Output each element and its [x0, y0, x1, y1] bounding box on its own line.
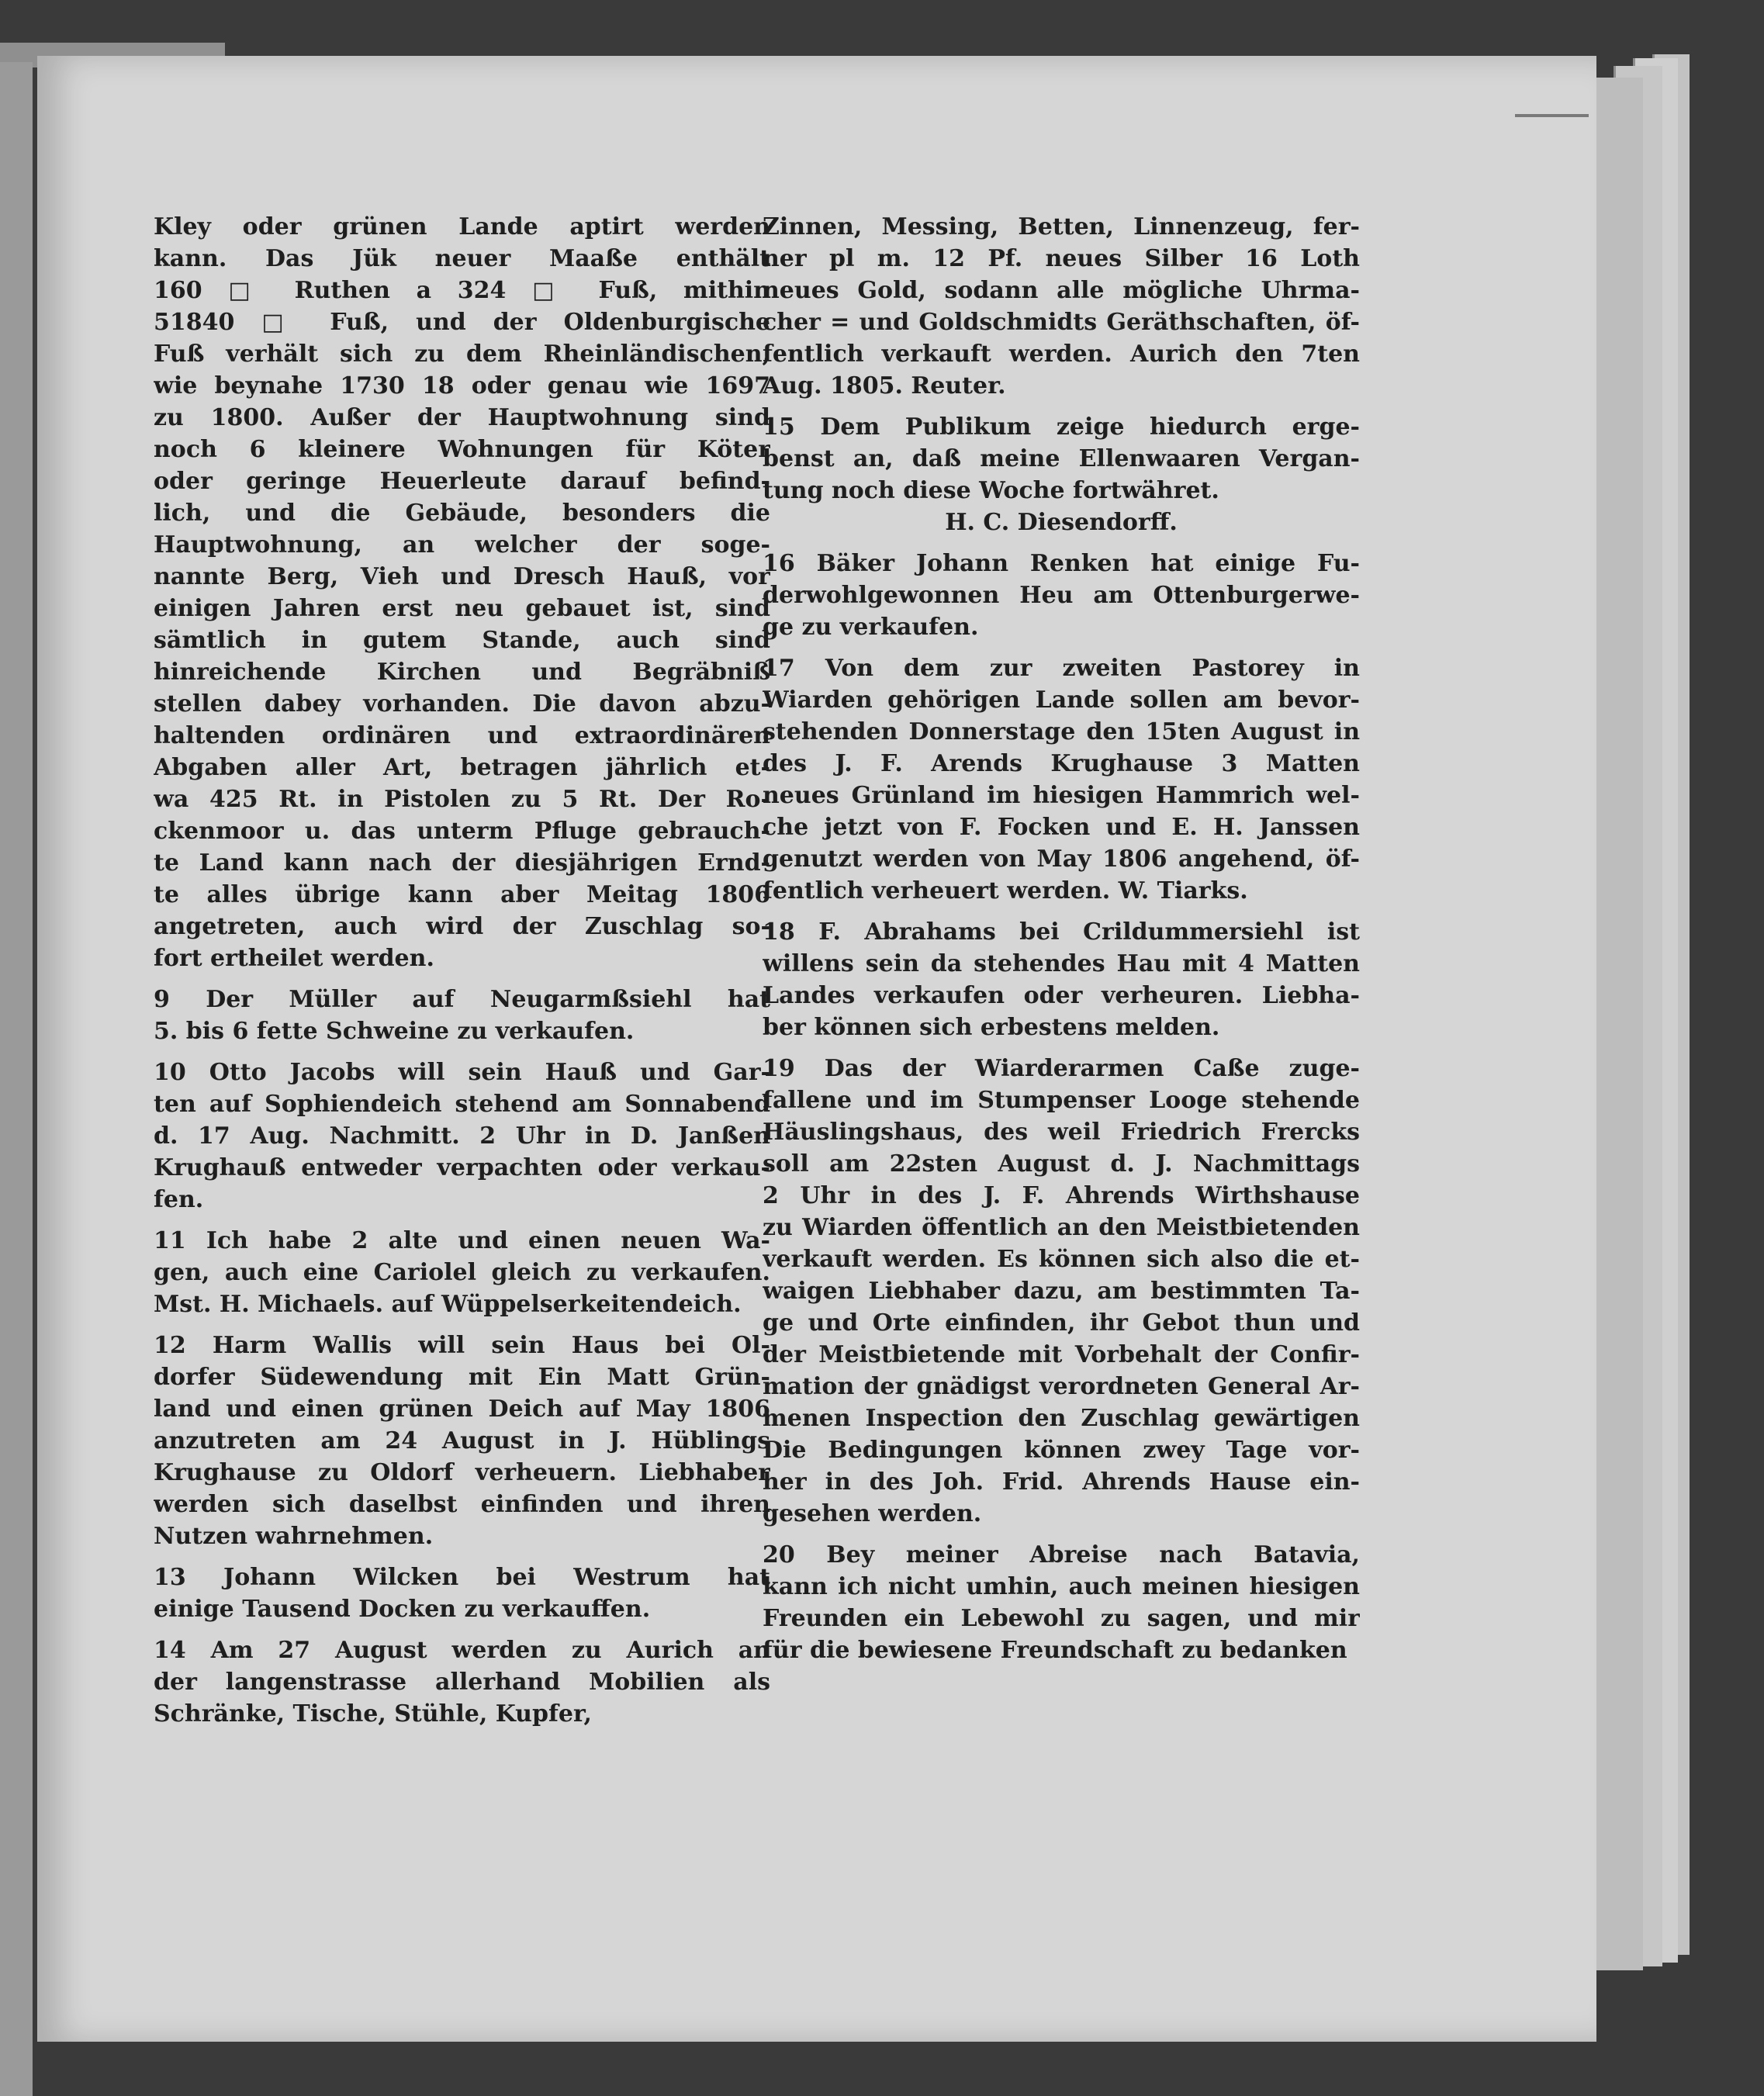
text-line: Zinnen, Messing, Betten, Linnenzeug, fer- — [763, 213, 1360, 240]
text-line: fallene und im Stumpenser Looge stehende — [763, 1087, 1360, 1114]
text-line: ner pl m. 12 Pf. neues Silber 16 Loth — [763, 245, 1360, 272]
text-line: ckenmoor u. das unterm Pfluge gebrauch- — [154, 818, 770, 845]
text-line: 160 □ Ruthen a 324 □ Fuß, mithin — [154, 277, 770, 304]
text-line: des J. F. Arends Krughause 3 Matten — [763, 750, 1360, 777]
text-line: haltenden ordinären und extraordinären — [154, 722, 770, 749]
text-line: Nutzen wahrnehmen. — [154, 1523, 434, 1550]
text-line: Fuß verhält sich zu dem Rheinländischen, — [154, 341, 770, 368]
text-line: oder geringe Heuerleute darauf befind- — [154, 468, 770, 495]
notice-paragraph — [154, 211, 770, 974]
text-line: benst an, daß meine Ellenwaaren Vergan- — [763, 445, 1360, 472]
text-line: hinreichende Kirchen und Begräbniß — [154, 659, 770, 686]
text-line: 20 Bey meiner Abreise nach Batavia, — [763, 1541, 1360, 1569]
signature: H. C. Diesendorff. — [945, 509, 1178, 536]
text-line: gen, auch eine Cariolel gleich zu verkaufen. — [154, 1259, 770, 1286]
notice-paragraph — [763, 548, 1360, 643]
text-line: dorfer Südewendung mit Ein Matt Grün- — [154, 1364, 770, 1391]
text-line: nannte Berg, Vieh und Dresch Hauß, vor — [154, 563, 770, 590]
facing-page-edge — [0, 62, 33, 2096]
text-line: 11 Ich habe 2 alte und einen neuen Wa- — [154, 1227, 770, 1254]
text-line: Krughause zu Oldorf verheuern. Liebhaber — [154, 1459, 770, 1486]
text-line: te alles übrige kann aber Meitag 1806 — [154, 881, 770, 908]
document-page — [37, 56, 1596, 2042]
paragraph-gap — [763, 907, 1360, 916]
text-line: der Meistbietende mit Vorbehalt der Confir- — [763, 1341, 1360, 1368]
paragraph-gap — [154, 974, 770, 984]
text-line: 16 Bäker Johann Renken hat einige Fu- — [763, 550, 1360, 577]
text-line: Abgaben aller Art, betragen jährlich et- — [154, 754, 770, 781]
text-line: Die Bedingungen können zwey Tage vor- — [763, 1437, 1360, 1464]
text-line: neues Gold, sodann alle mögliche Uhrma- — [763, 277, 1360, 304]
text-line: verkauft werden. Es können sich also die et- — [763, 1246, 1360, 1273]
page-stack-edge — [1594, 78, 1643, 1970]
text-line: wa 425 Rt. in Pistolen zu 5 Rt. Der Ro- — [154, 786, 770, 813]
notice-paragraph — [154, 1562, 770, 1625]
text-line: ge zu verkaufen. — [763, 614, 979, 641]
left-column — [154, 211, 770, 1730]
text-line: cher = und Goldschmidts Geräthschaften, öf- — [763, 309, 1360, 336]
text-line: angetreten, auch wird der Zuschlag so- — [154, 913, 770, 940]
text-line: einigen Jahren erst neu gebauet ist, sind — [154, 595, 770, 622]
text-line: che jetzt von F. Focken und E. H. Janssen — [763, 814, 1360, 841]
paragraph-gap — [763, 1043, 1360, 1053]
paragraph-gap — [763, 643, 1360, 652]
text-line: stehenden Donnerstage den 15ten August in — [763, 718, 1360, 745]
text-line: neues Grünland im hiesigen Hammrich wel- — [763, 782, 1360, 809]
paragraph-gap — [154, 1216, 770, 1225]
text-line: mation der gnädigst verordneten General Ar- — [763, 1373, 1360, 1400]
text-line: stellen dabey vorhanden. Die davon abzu- — [154, 690, 770, 718]
text-line: sämtlich in gutem Stande, auch sind — [154, 627, 770, 654]
text-line: ge und Orte einfinden, ihr Gebot thun und — [763, 1309, 1360, 1337]
text-line: noch 6 kleinere Wohnungen für Köter — [154, 436, 770, 463]
text-line: fentlich verkauft werden. Aurich den 7ten — [763, 341, 1360, 368]
text-line: wie beynahe 1730 18 oder genau wie 1697 — [154, 372, 770, 399]
text-line: menen Inspection den Zuschlag gewärtigen — [763, 1405, 1360, 1432]
text-line: 13 Johann Wilcken bei Westrum hat — [154, 1564, 770, 1591]
text-line: 17 Von dem zur zweiten Pastorey in — [763, 655, 1360, 682]
right-column — [763, 211, 1360, 1666]
notice-paragraph — [154, 1634, 770, 1730]
text-line: fort ertheilet werden. — [154, 945, 434, 972]
notice-paragraph — [763, 1539, 1360, 1666]
text-line: derwohlgewonnen Heu am Ottenburgerwe- — [763, 582, 1360, 609]
paragraph-gap — [763, 402, 1360, 411]
text-line: 14 Am 27 August werden zu Aurich an — [154, 1637, 770, 1664]
text-line: Kley oder grünen Lande aptirt werden — [154, 213, 770, 240]
text-line: für die bewiesene Freundschaft zu bedanken — [763, 1637, 1347, 1664]
paragraph-gap — [154, 1320, 770, 1330]
text-line: Häuslingshaus, des weil Friedrich Frercks — [763, 1119, 1360, 1146]
notice-paragraph — [763, 411, 1360, 538]
text-line: anzutreten am 24 August in J. Hüblings — [154, 1427, 770, 1454]
text-line: fen. — [154, 1186, 204, 1213]
text-line: 19 Das der Wiarderarmen Caße zuge- — [763, 1055, 1360, 1082]
text-line: kann ich nicht umhin, auch meinen hiesigen — [763, 1573, 1360, 1600]
notice-paragraph — [763, 652, 1360, 907]
text-line: d. 17 Aug. Nachmitt. 2 Uhr in D. Janßen — [154, 1122, 770, 1150]
text-line: lich, und die Gebäude, besonders die — [154, 500, 770, 527]
text-line: 9 Der Müller auf Neugarmßsiehl hat — [154, 986, 770, 1013]
text-line: ber können sich erbestens melden. — [763, 1014, 1220, 1041]
text-line: werden sich daselbst einfinden und ihren — [154, 1491, 770, 1518]
text-line: Mst. H. Michaels. auf Wüppelserkeitendeich. — [154, 1291, 742, 1318]
paragraph-gap — [154, 1552, 770, 1562]
paragraph-gap — [763, 1530, 1360, 1539]
text-line: 15 Dem Publikum zeige hiedurch erge- — [763, 413, 1360, 441]
text-line: gesehen werden. — [763, 1500, 982, 1527]
notice-paragraph — [154, 1225, 770, 1320]
text-line: her in des Joh. Frid. Ahrends Hause ein- — [763, 1468, 1360, 1496]
text-line: waigen Liebhaber dazu, am bestimmten Ta- — [763, 1278, 1360, 1305]
text-line: einige Tausend Docken zu verkauffen. — [154, 1596, 651, 1623]
text-line: Hauptwohnung, an welcher der soge- — [154, 531, 770, 559]
paragraph-gap — [154, 1047, 770, 1057]
paragraph-gap — [154, 1625, 770, 1634]
notice-paragraph — [154, 1057, 770, 1216]
text-line: Schränke, Tische, Stühle, Kupfer, — [154, 1700, 593, 1728]
text-line: 2 Uhr in des J. F. Ahrends Wirthshause — [763, 1182, 1360, 1209]
text-line: Krughauß entweder verpachten oder verkau- — [154, 1154, 770, 1181]
text-line: land und einen grünen Deich auf May 1806 — [154, 1396, 770, 1423]
text-line: willens sein da stehendes Hau mit 4 Matten — [763, 950, 1360, 977]
text-line: ten auf Sophiendeich stehend am Sonnabend — [154, 1091, 770, 1118]
notice-paragraph — [763, 916, 1360, 1043]
notice-paragraph — [763, 211, 1360, 402]
text-line: kann. Das Jük neuer Maaße enthält — [154, 245, 770, 272]
text-line: 18 F. Abrahams bei Crildummersiehl ist — [763, 918, 1360, 946]
text-line: te Land kann nach der diesjährigen Ernd- — [154, 849, 770, 877]
text-line: 5. bis 6 fette Schweine zu verkaufen. — [154, 1018, 635, 1045]
text-line: Landes verkaufen oder verheuren. Liebha- — [763, 982, 1360, 1009]
text-line: 10 Otto Jacobs will sein Hauß und Gar- — [154, 1059, 770, 1086]
text-line: 12 Harm Wallis will sein Haus bei Ol- — [154, 1332, 770, 1359]
text-line: der langenstrasse allerhand Mobilien als — [154, 1669, 770, 1696]
text-line: genutzt werden von May 1806 angehend, öf- — [763, 846, 1360, 873]
notice-paragraph — [154, 984, 770, 1047]
text-line: fentlich verheuert werden. W. Tiarks. — [763, 877, 1248, 904]
page-corner-mark — [1515, 114, 1589, 117]
text-line: zu 1800. Außer der Hauptwohnung sind — [154, 404, 770, 431]
text-line: zu Wiarden öffentlich an den Meistbietenden — [763, 1214, 1360, 1241]
text-line: 51840 □ Fuß, und der Oldenburgische — [154, 309, 770, 336]
text-line: Wiarden gehörigen Lande sollen am bevor- — [763, 687, 1360, 714]
text-line: Aug. 1805. Reuter. — [763, 372, 1006, 399]
notice-paragraph — [154, 1330, 770, 1552]
notice-paragraph — [763, 1053, 1360, 1530]
text-line: soll am 22sten August d. J. Nachmittags — [763, 1150, 1360, 1178]
text-line: tung noch diese Woche fortwähret. — [763, 477, 1219, 504]
paragraph-gap — [763, 538, 1360, 548]
text-line: Freunden ein Lebewohl zu sagen, und mir — [763, 1605, 1360, 1632]
